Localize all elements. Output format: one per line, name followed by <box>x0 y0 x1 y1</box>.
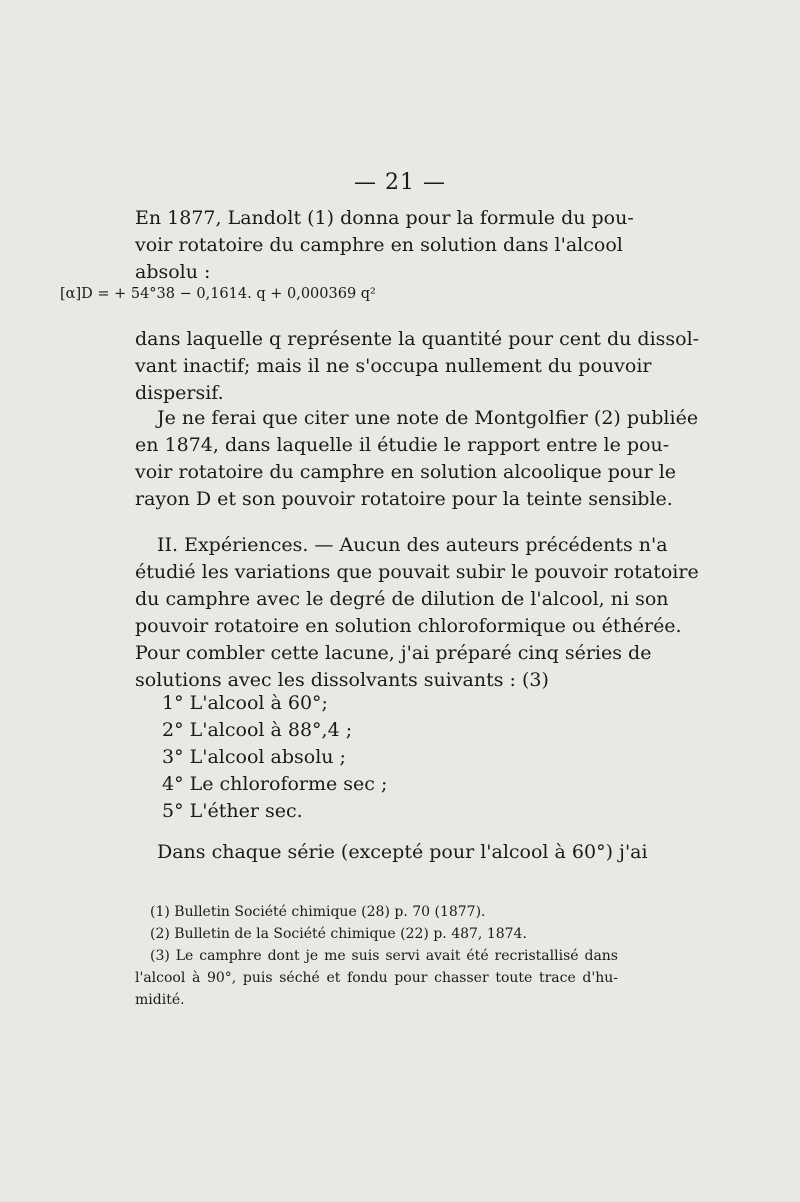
footnote: l'alcool à 90°, puis séché et fondu pour chasser toute trace d'hu- <box>135 970 618 986</box>
footnote: midité. <box>135 992 185 1008</box>
text-line: Dans chaque série (excepté pour l'alcool à 60°) j'ai <box>157 841 648 863</box>
text-line: Pour combler cette lacune, j'ai préparé cinq séries de <box>135 642 652 664</box>
text-line: étudié les variations que pouvait subir le pouvoir rotatoire <box>135 561 699 583</box>
footnote: (1) Bulletin Société chimique (28) p. 70 (1877). <box>150 904 486 920</box>
solvent-list-item: 5° L'éther sec. <box>162 800 303 822</box>
text-line: rayon D et son pouvoir rotatoire pour la teinte sensible. <box>135 488 673 510</box>
solvent-list-item: 1° L'alcool à 60°; <box>162 692 328 714</box>
text-line: solutions avec les dissolvants suivants : (3) <box>135 669 549 691</box>
text-line: dispersif. <box>135 382 224 404</box>
text-line: pouvoir rotatoire en solution chloroformique ou éthérée. <box>135 615 682 637</box>
text-line: vant inactif; mais il ne s'occupa nullement du pouvoir <box>135 355 652 377</box>
text-line: voir rotatoire du camphre en solution alcoolique pour le <box>135 461 677 483</box>
solvent-list-item: 2° L'alcool à 88°,4 ; <box>162 719 353 741</box>
text-line: voir rotatoire du camphre en solution dans l'alcool <box>135 234 623 256</box>
text-line: dans laquelle q représente la quantité pour cent du dissol- <box>135 328 700 350</box>
footnote: (2) Bulletin de la Société chimique (22) p. 487, 1874. <box>150 926 527 942</box>
rotatory-power-formula: [α]D = + 54°38 − 0,1614. q + 0,000369 q² <box>60 286 376 302</box>
text-line: en 1874, dans laquelle il étudie le rapport entre le pou- <box>135 434 670 456</box>
page-number: — 21 — <box>354 170 446 195</box>
text-line: Je ne ferai que citer une note de Montgolfier (2) publiée <box>157 407 699 429</box>
text-line: En 1877, Landolt (1) donna pour la formule du pou- <box>135 207 634 229</box>
section-heading-line: II. Expériences. — Aucun des auteurs précédents n'a <box>157 534 668 556</box>
text-line: absolu : <box>135 261 211 283</box>
text-line: du camphre avec le degré de dilution de l'alcool, ni son <box>135 588 669 610</box>
solvent-list-item: 4° Le chloroforme sec ; <box>162 773 388 795</box>
footnote: (3) Le camphre dont je me suis servi avait été recristallisé dans <box>150 948 618 964</box>
solvent-list-item: 3° L'alcool absolu ; <box>162 746 346 768</box>
